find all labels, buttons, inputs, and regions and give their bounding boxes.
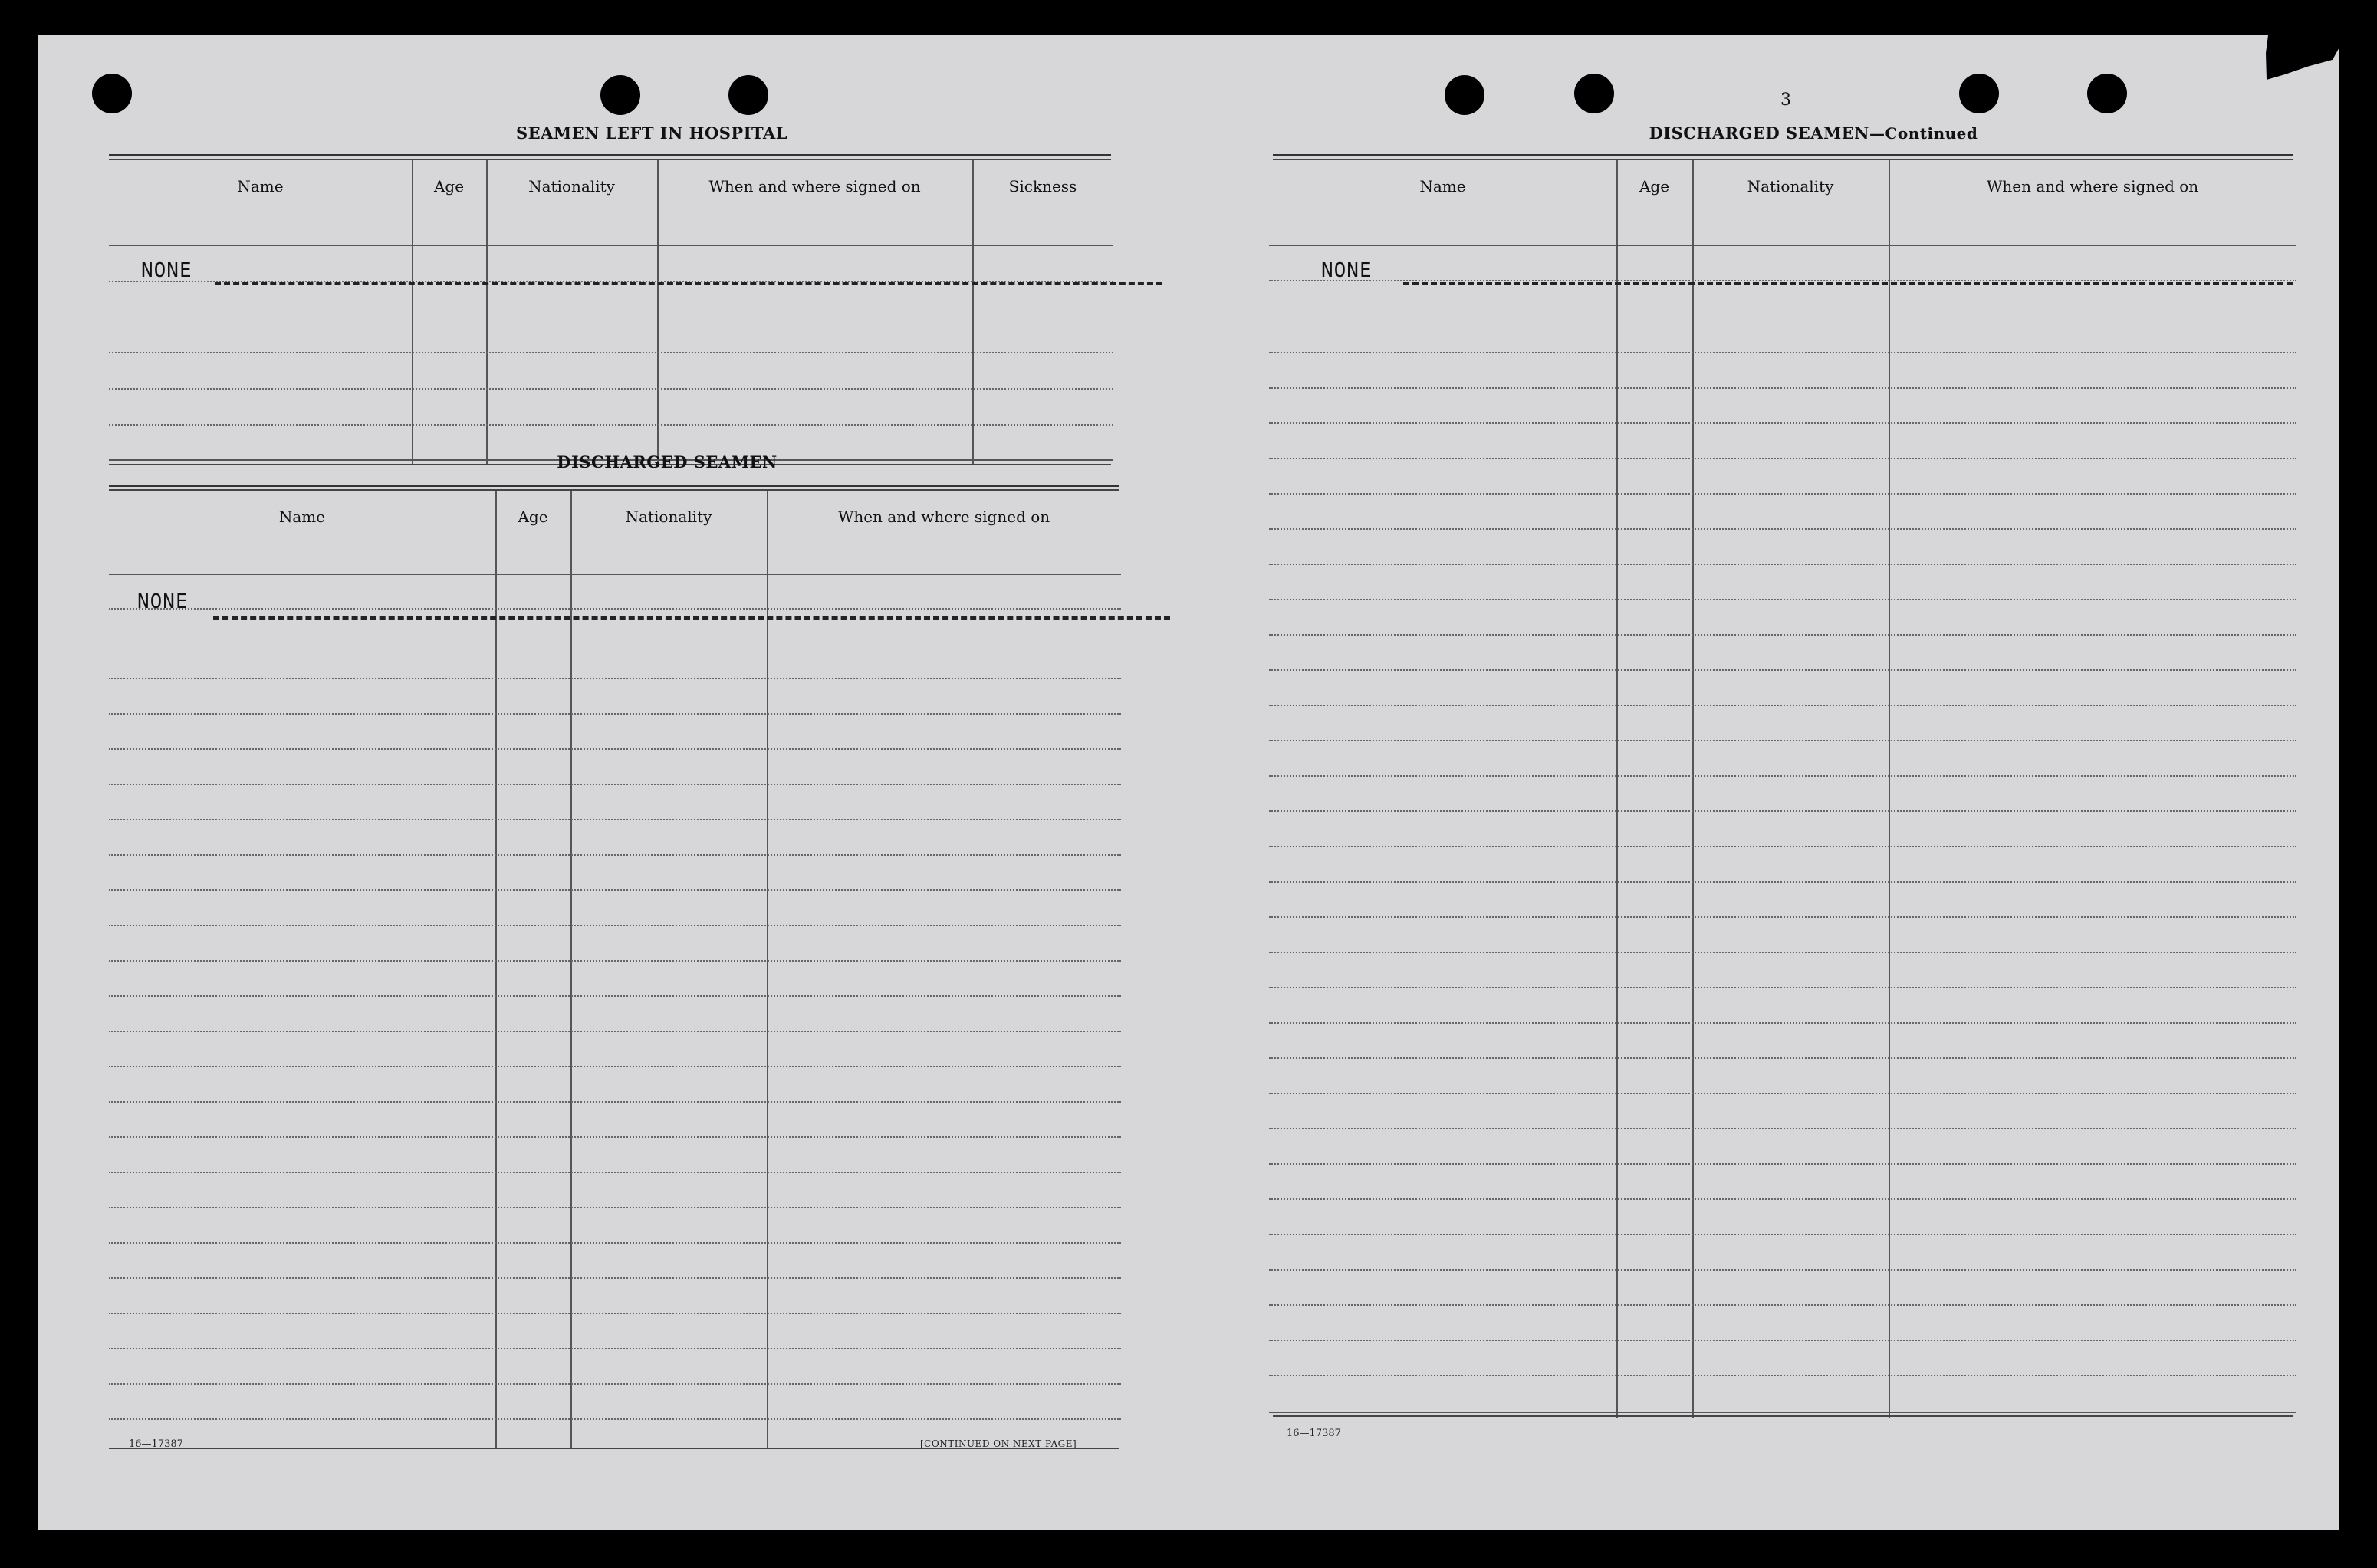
discharged-table (109, 491, 1121, 1457)
discharged-top-rule (109, 485, 1119, 487)
continued-title-main: DISCHARGED SEAMEN (1649, 123, 1869, 143)
continued-section-title (1296, 123, 2331, 143)
punch-hole (1574, 74, 1614, 113)
form-code-right: 16—17387 (1287, 1428, 1341, 1439)
hospital-col-name: Name (237, 177, 284, 196)
continued-note: [CONTINUED ON NEXT PAGE] (920, 1438, 1077, 1449)
hospital-strike-line (215, 282, 1162, 285)
punch-hole (1959, 74, 1999, 113)
continued-title-suffix: —Continued (1869, 124, 1978, 143)
continued-strike-line (1403, 282, 2293, 285)
hospital-top-rule (109, 154, 1111, 156)
continued-col-age: Age (1639, 177, 1670, 196)
document-sheet (38, 35, 2339, 1530)
page-number: 3 (1780, 90, 1791, 110)
discharged-strike-line (213, 616, 1170, 620)
continued-entry-none: NONE (1321, 259, 1373, 282)
punch-hole (2087, 74, 2127, 113)
punch-hole (728, 75, 768, 115)
hospital-col-nationality: Nationality (528, 177, 615, 196)
discharged-col-nationality: Nationality (625, 508, 712, 526)
continued-col-signed-on: When and where signed on (1986, 177, 2199, 196)
hospital-col-signed-on: When and where signed on (708, 177, 921, 196)
continued-top-rule (1273, 154, 2293, 156)
hospital-table (109, 160, 1113, 467)
discharged-col-signed-on: When and where signed on (837, 508, 1050, 526)
torn-corner (2262, 35, 2339, 80)
discharged-section-title: DISCHARGED SEAMEN (557, 452, 778, 472)
punch-hole (1445, 75, 1484, 115)
continued-col-name: Name (1419, 177, 1466, 196)
hospital-col-sickness: Sickness (1008, 177, 1077, 196)
discharged-col-name: Name (278, 508, 326, 526)
discharged-entry-none: NONE (137, 590, 189, 613)
continued-table (1269, 160, 2296, 1460)
punch-hole (92, 74, 132, 113)
hospital-col-age: Age (433, 177, 465, 196)
hospital-entry-none: NONE (141, 259, 192, 282)
continued-col-nationality: Nationality (1747, 177, 1834, 196)
hospital-section-title: SEAMEN LEFT IN HOSPITAL (515, 123, 788, 143)
punch-hole (600, 75, 640, 115)
discharged-col-age: Age (518, 508, 548, 526)
form-code-left: 16—17387 (129, 1438, 183, 1450)
